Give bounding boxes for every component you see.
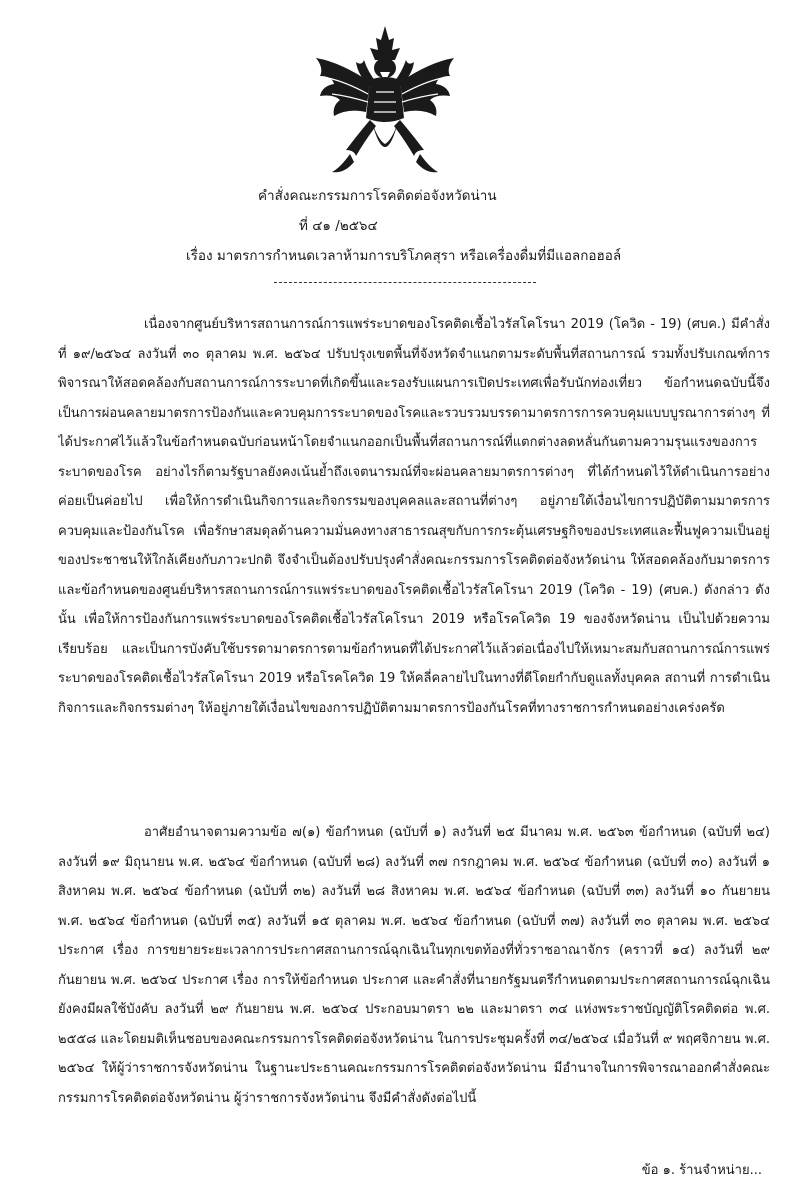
header-divider xyxy=(274,282,536,283)
order-title: คำสั่งคณะกรรมการโรคติดต่อจังหวัดน่าน xyxy=(258,188,497,204)
order-subject: เรื่อง มาตรการกำหนดเวลาห้ามการบริโภคสุรา หรือเครื่องดื่มที่มีแอลกอฮอล์ xyxy=(186,248,622,264)
order-number: ที่ ๔๑ /๒๕๖๔ xyxy=(299,218,378,234)
body-paragraph-2: อาศัยอำนาจตามความข้อ ๗(๑) ข้อกำหนด (ฉบับที่ ๑) ลงวันที่ ๒๕ มีนาคม พ.ศ. ๒๕๖๓ ข้อกำหนด (ฉบับที่ ๒๔) ลงวันที่ ๑๙ มิถุนายน พ.ศ. ๒๕๖๔ ข้อกำหนด (ฉบับที่ ๒๘) ลงวันที่ ๓๗ กรกฎาคม พ.ศ. ๒๕๖๔ ข้อกำหนด (ฉบับที่ ๓๐) ลงวันที่ ๑ สิงหาคม พ.ศ. ๒๕๖๔ ข้อกำหนด (ฉบับที่ ๓๒) ลงวันที่ ๒๘ สิงหาคม พ.ศ. ๒๕๖๔ ข้อกำหนด (ฉบับที่ ๓๓) ลงวันที่ ๑๐ กันยายน พ.ศ. ๒๕๖๔ ข้อกำหนด (ฉบับที่ ๓๕) ลงวันที่ ๑๕ ตุลาคม พ.ศ. ๒๕๖๔ ข้อกำหนด (ฉบับที่ ๓๗) ลงวันที่ ๓๐ ตุลาคม พ.ศ. ๒๕๖๔ ประกาศ เรื่อง การขยายระยะเวลาการประกาศสถานการณ์ฉุกเฉินในทุกเขตท้องที่ทั่วราชอาณาจักร (คราวที่ ๑๔) ลงวันที่ ๒๙ กันยายน พ.ศ. ๒๕๖๔ ประกาศ เรื่อง การให้ข้อกำหนด ประกาศ และคำสั่งที่นายกรัฐมนตรีกำหนดตามประกาศสถานการณ์ฉุกเฉินยังคงมีผลใช้บังคับ ลงวันที่ ๒๙ กันยายน พ.ศ. ๒๕๖๔ ประกอบมาตรา ๒๒ และมาตรา ๓๔ แห่งพระราชบัญญัติโรคติดต่อ พ.ศ. ๒๕๕๘ และโดยมติเห็นชอบของคณะกรรมการโรคติดต่อจังหวัดน่าน ในการประชุมครั้งที่ ๓๔/๒๕๖๔ เมื่อวันที่ ๙ พฤศจิกายน พ.ศ. ๒๕๖๔ ให้ผู้ว่าราชการจังหวัดน่าน ในฐานะประธานคณะกรรมการโรคติดต่อจังหวัดน่าน มีอำนาจในการพิจารณาออกคำสั่งคณะกรรมการโรคติดต่อจังหวัดน่าน ผู้ว่าราชการจังหวัดน่าน จึงมีคำสั่งดังต่อไปนี้ xyxy=(58,825,770,1106)
body-paragraph-1: เนื่องจากศูนย์บริหารสถานการณ์การแพร่ระบาดของโรคติดเชื้อไวรัสโคโรนา 2019 (โควิด - 19) (ศบค.) มีคำสั่ง ที่ ๑๙/๒๕๖๔ ลงวันที่ ๓๐ ตุลาคม พ.ศ. ๒๕๖๔ ปรับปรุงเขตพื้นที่จังหวัดจำแนกตามระดับพื้นที่สถานการณ์ รวมทั้งปรับเกณฑ์การพิจารณาให้สอดคล้องกับสถานการณ์การระบาดที่เกิดขึ้นและรองรับแผนการเปิดประเทศเพื่อรับนักท่องเที่ยว ข้อกำหนดฉบับนี้จึงเป็นการผ่อนคลายมาตรการป้องกันและควบคุมการระบาดของโรคและรวบรวมบรรดามาตรการการควบคุมแบบบูรณาการต่างๆ ที่ได้ประกาศไว้แล้วในข้อกำหนดฉบับก่อนหน้าโดยจำแนกออกเป็นพื้นที่สถานการณ์ที่แตกต่างลดหลั่นกันตามความรุนแรงของการระบาดของโรค อย่างไรก็ตามรัฐบาลยังคงเน้นย้ำถึงเจตนารมณ์ที่จะผ่อนคลายมาตรการต่างๆ ที่ได้กำหนดไว้ให้ดำเนินการอย่างค่อยเป็นค่อยไป เพื่อให้การดำเนินกิจการและกิจกรรมของบุคคลและสถานที่ต่างๆ อยู่ภายใต้เงื่อนไขการปฏิบัติตามมาตรการควบคุมและป้องกันโรค เพื่อรักษาสมดุลด้านความมั่นคงทางสาธารณสุขกับการกระตุ้นเศรษฐกิจของประเทศและฟื้นฟูความเป็นอยู่ของประชาชนให้ใกล้เคียงกับภาวะปกติ จึงจำเป็นต้องปรับปรุงคำสั่งคณะกรรมการโรคติดต่อจังหวัดน่าน ให้สอดคล้องกับมาตรการและข้อกำหนดของศูนย์บริหารสถานการณ์การแพร่ระบาดของโรคติดเชื้อไวรัสโคโรนา 2019 (โควิด - 19) (ศบค.) ดังกล่าว ดังนั้น เพื่อให้การป้องกันการแพร่ระบาดของโรคติดเชื้อไวรัสโคโรนา 2019 หรือโรคโควิด 19 ของจังหวัดน่าน เป็นไปด้วยความเรียบร้อย และเป็นการบังคับใช้บรรดามาตรการตามข้อกำหนดที่ได้ประกาศไว้แล้วต่อเนื่องไปให้เหมาะสมกับสถานการณ์การแพร่ระบาดของโรคติดเชื้อไวรัสโคโรนา 2019 หรือโรคโควิด 19 ให้คลี่คลายไปในทางที่ดีโดยกำกับดูแลทั้งบุคคล สถานที่ การดำเนินกิจการและกิจกรรมต่างๆ ให้อยู่ภายใต้เงื่อนไขของการปฏิบัติตามมาตรการป้องกันโรคที่ทางราชการกำหนดอย่างเคร่งครัด xyxy=(58,317,770,716)
next-page-continuation: ข้อ ๑. ร้านจำหน่าย... xyxy=(641,1163,762,1178)
garuda-emblem-icon xyxy=(310,22,460,182)
